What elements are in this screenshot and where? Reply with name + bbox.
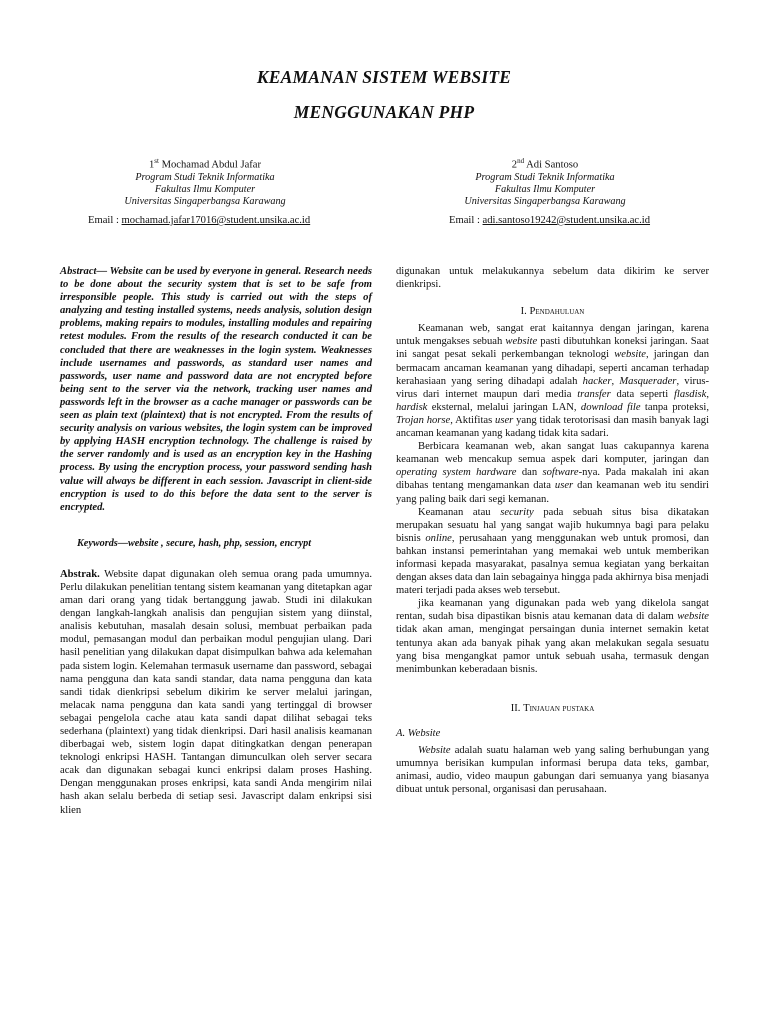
section-2-number: II. (510, 702, 521, 714)
paragraph-3: Keamanan atau security pada sebuah situs bisa dikatakan merupakan sesuatu hal yang sangat wajib hukumnya bagi para pelaku bisnis online, perusahaan yang menggunakan web untuk promosi, dan bahkan instansi pemerintahan yang memakai web untuk memberikan informasi kepada masyarakat, pasalnya semua kegiatan yang berkaitan dengan akses data dan lain sebagainya hingga pada akhirnya bisa menjadi materi terjadi pada akses web tersebut. (396, 506, 709, 597)
section-1-number: I. (520, 306, 527, 318)
author-1-dept: Program Studi Teknik Informatika (135, 171, 275, 183)
author-2-email-label: Email : (449, 215, 483, 226)
author-block-2 (400, 155, 690, 209)
keywords: Keywords—website , secure, hash, php, session, encrypt (77, 537, 312, 549)
author-1-faculty: Fakultas Ilmu Komputer (154, 184, 256, 196)
author-1-univ: Universitas Singaperbangsa Karawang (124, 196, 286, 208)
abstrak-continuation: digunakan untuk melakukannya sebelum data dikirim ke server dienkripsi. (396, 266, 709, 291)
author-1-ordinal: 1 (148, 159, 155, 171)
author-2-dept: Program Studi Teknik Informatika (475, 171, 615, 183)
section-1-title: Pendahuluan (529, 306, 585, 318)
right-column (396, 265, 709, 796)
paragraph-4: jika keamanan yang digunakan pada web yang dikelola sangat rentan, sudah bisa dipastikan bisnis atau kemanan data di dalam website tidak akan aman, mengingat persaingan dunia internet semakin ketat tentunya akan ada banyak pihak yang akan melakukan segala sesuatu yang bisa mengangkat pamor untuk sebuah usaha, termasuk dengan menimbunkan keberadaan bisnis. (396, 598, 709, 675)
paragraph-2: Berbicara keamanan web, akan sangat luas cakupannya karena keamanan web mencakup semua aspek dari komputer, jaringan dan operating system hardware dan software-nya. Pada makalah ini akan dibahas tentang mengamankan data user dan keamanan web itu sendiri yang paling baik dari segi kemanan. (396, 441, 710, 505)
author-2-email-link[interactable]: adi.santoso19242@student.unsika.ac.id (482, 215, 651, 226)
abstract-english: Abstract— Website can be used by everyone in general. Research needs to be done about the security system that is set to be safe from irresponsible people. This study is carried out with the steps of analyzing and testing installed systems, needs analysis, solution design problems, making repairs to modules, installing modules and repairing retest modules. From the results of the research conducted it can be concluded that there are weaknesses in the login system. Weaknesses include usernames and passwords, as standard user names and passwords, user name and password data are not encrypted before being sent to the server via the network, tracking user names and passwords left in the browser as a cache manager or passwords can be seen as plain text (plaintext) that is not encrypted. From the results of security analysis on various websites, the login system can be improved by applying HASH encryption technology. The challenge is raised by the server randomly and is used as an encryption key in the Hashing process. By using the encryption process, your password sending hash value will always be different in each session. Javascript in client-side encryption is used to do this before the data sent to the server is encrypted. (60, 266, 372, 513)
author-2-faculty: Fakultas Ilmu Komputer (494, 184, 596, 196)
paper-title-line-2: MENGGUNAKAN PHP (293, 102, 475, 122)
author-1-email-line (88, 215, 310, 226)
author-1-name: Mochamad Abdul Jafar (161, 159, 262, 171)
paragraph-1: Keamanan web, sangat erat kaitannya dengan jaringan, karena untuk mengakses sebuah website pasti dibutuhkan koneksi jaringan. Saat ini sangat pesat sekali perkembangan teknologi website, jaringan dan bermacam ancaman keamanan yang dihadapi, seperti ancaman terhadap kerahasiaan yang sering dihadapi adalah hacker, Masquerader, virus-virus dari internet maupun dari media transfer data seperti flasdisk, hardisk eksternal, melalui jaringan LAN, download file tanpa proteksi, Trojan horse, Aktifitas user yang tidak terotorisasi dan masih banyak lagi ancaman keamanan yang kadang tidak kita sadari. (396, 323, 710, 440)
abstrak-label: Abstrak. (60, 568, 100, 580)
author-2-univ: Universitas Singaperbangsa Karawang (464, 196, 626, 208)
paragraph-5: Website adalah suatu halaman web yang saling berhubungan yang umumnya berisikan kumpulan informasi berupa data teks, gambar, animasi, audio, video maupun gabungan dari semuanya yang biasanya dibuat untuk personal, organisasi dan perusahaan. (396, 745, 709, 796)
author-2-name: Adi Santoso (526, 159, 579, 171)
author-1-ordinal-suffix: st (154, 157, 159, 165)
subsection-heading-a: A. Website (396, 727, 441, 739)
author-2-email-line (449, 215, 650, 226)
author-2-ordinal-suffix: nd (517, 157, 525, 165)
left-column (60, 265, 372, 817)
author-1-email-label: Email : (88, 215, 122, 226)
section-heading-1 (396, 305, 709, 318)
author-1-email-link[interactable]: mochamad.jafar17016@student.unsika.ac.id (121, 215, 311, 226)
section-2-title: Tinjauan pustaka (523, 702, 595, 714)
author-block-1 (60, 155, 350, 209)
abstrak-body: Website dapat digunakan oleh semua orang pada umumnya. Perlu dilakukan penelitian tentang sistem keamanan yang ditetapkan agar aman dari orang yang tidak bertanggung jawab. Studi ini dilakukan dengan langkah-langkah analisis dan pengujian sistem yang diinstal, analisis kebutuhan, masalah desain solusi, membuat perbaikan pada modul, pemasangan modul dan perbaikan modul pengujian ulang. Dari hasil penelitian yang dilakukan dapat disimpulkan bahwa ada kelemahan pada sistem login. Kelemahan termasuk username dan password, sebagai nama pengguna dan kata sandi standar, data nama pengguna dan kata sandi tidak dienkripsi sebelum dikirim ke server melalui jaringan, melacak nama pengguna dan kata sandi yang tertinggal di browser sebagai pengelola cache atau kata sandi dapat dilihat sebagai teks sederhana (plaintext) yang tidak dienkripsi. Dari hasil analisis keamanan diberbagai web, sistem login dapat ditingkatkan dengan penerapan teknologi enkripsi HASH. Tantangan dimunculkan oleh server secara acak dan digunakan sebagai kunci enkripsi dalam proses Hashing. Dengan menggunakan proses enkripsi, kata sandi Anda mengirim nilai hash akan selalu berbeda di setiap sesi. Javascript dalam enkripsi sisi klien (60, 568, 372, 816)
section-heading-2 (396, 702, 709, 715)
abstrak-indonesian (60, 568, 372, 817)
paper-title-line-1: KEAMANAN SISTEM WEBSITE (256, 67, 512, 87)
author-2-ordinal: 2 (511, 159, 518, 171)
